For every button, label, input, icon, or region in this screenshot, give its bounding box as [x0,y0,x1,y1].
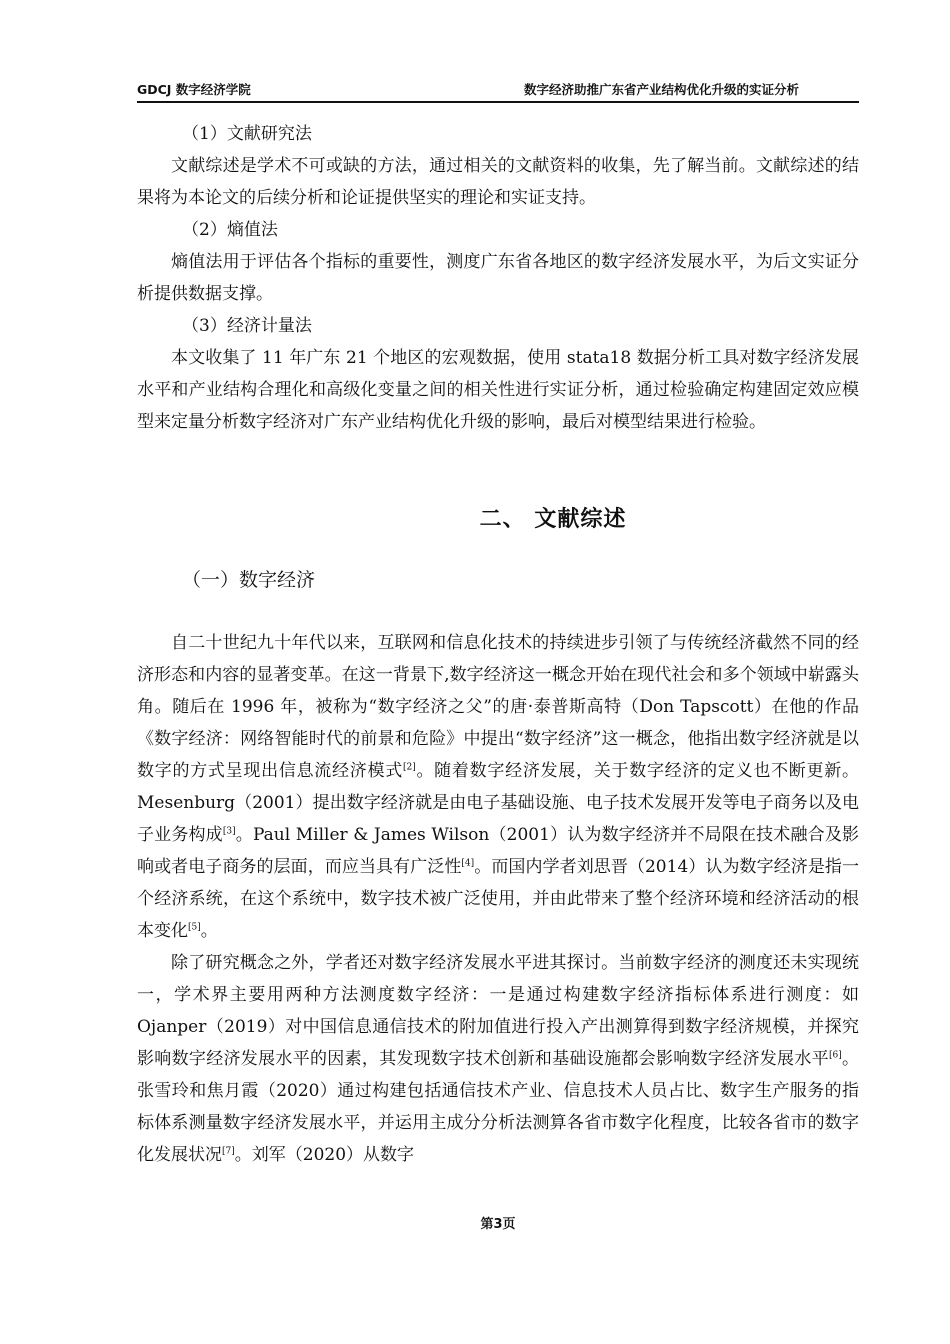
citation-4: [4] [461,858,475,869]
citation-7: [7] [222,1146,235,1157]
subsection-title: （一）数字经济 [182,569,316,591]
para1-part-e: 。 [200,921,218,941]
citation-3: [3] [222,826,236,837]
para1-part-d: 。而国内学者刘思晋（2014）认为数字经济是指一个经济系统，在这个系统中，数字技术被广泛使用，并由此带来了整个经济环境和经济活动的根本变化 [137,857,860,941]
para2-part-b: 。张雪玲和焦月霞（2020）通过构建包括通信技术产业、信息技术人员占比、数字生产服务的指标体系测量数字经济发展水平，并运用主成分分析法测算各省市数字化程度，比较各省市的数字化发展状况 [137,1049,860,1165]
method-1-title: （1）文献研究法 [182,124,312,144]
section-title: 二、 文献综述 [479,507,627,532]
citation-5: [5] [188,922,201,933]
para1-part-a: 自二十世纪九十年代以来，互联网和信息化技术的持续进步引领了与传统经济截然不同的经济形态和内容的显著变革。在这一背景下,数字经济这一概念开始在现代社会和多个领域中崭露头角。随后在 1996 年，被称为“数字经济之父”的唐·泰普斯高特（Don Tapscott）在他的作品《数字经济：网络智能时代的前景和危险》中提出“数字经济”这一概念，他指出数字经济就是以数字的方式呈现出信息流经济模式 [137,633,859,781]
citation-2: [2] [402,762,416,773]
header-left-text: GDCJ 数字经济学院 [137,82,251,97]
literature-review-block [137,627,859,1171]
header-right-text: 数字经济助推广东省产业结构优化升级的实证分析 [523,82,799,97]
para1-part-b: 。随着数字经济发展，关于数字经济的定义也不断更新。Mesenburg（2001）提出数字经济就是由电子基础设施、电子技术发展开发等电子商务以及电子业务构成 [137,761,859,845]
para2-part-a: 除了研究概念之外，学者还对数字经济发展水平进其探讨。当前数字经济的测度还未实现统一，学术界主要用两种方法测度数字经济：一是通过构建数字经济指标体系进行测度：如 Ojanper（2019）对中国信息通信技术的附加值进行投入产出测算得到数字经济规模，并探究影响数字经济发展水平的因素，其发现数字技术创新和基础设施都会影响数字经济发展水平 [137,953,859,1069]
page-header [137,80,859,103]
method-3-text: 本文收集了 11 年广东 21 个地区的宏观数据，使用 stata18 数据分析工具对数字经济发展水平和产业结构合理化和高级化变量之间的相关性进行实证分析，通过检验确定构建固定效应模型来定量分析数字经济对广东产业结构优化升级的影响，最后对模型结果进行检验。 [137,348,859,432]
para1-part-c: 。Paul Miller & James Wilson（2001）认为数字经济并不局限在技术融合及影响或者电子商务的层面，而应当具有广泛性 [137,825,859,877]
page-number: 第3页 [480,1217,516,1232]
research-methods-block [137,118,859,438]
method-2-text: 熵值法用于评估各个指标的重要性，测度广东省各地区的数字经济发展水平，为后文实证分析提供数据支撑。 [137,252,859,304]
paragraph-digital-economy-measurement [137,947,859,1171]
para2-part-c: 。刘军（2020）从数字 [234,1145,415,1165]
method-2-title: （2）熵值法 [182,220,278,240]
method-1-text: 文献综述是学术不可或缺的方法，通过相关的文献资料的收集，先了解当前。文献综述的结果将为本论文的后续分析和论证提供坚实的理论和实证支持。 [137,156,859,208]
citation-6: [6] [828,1050,842,1061]
method-3-title: （3）经济计量法 [182,316,312,336]
paragraph-digital-economy-definition [137,627,859,947]
